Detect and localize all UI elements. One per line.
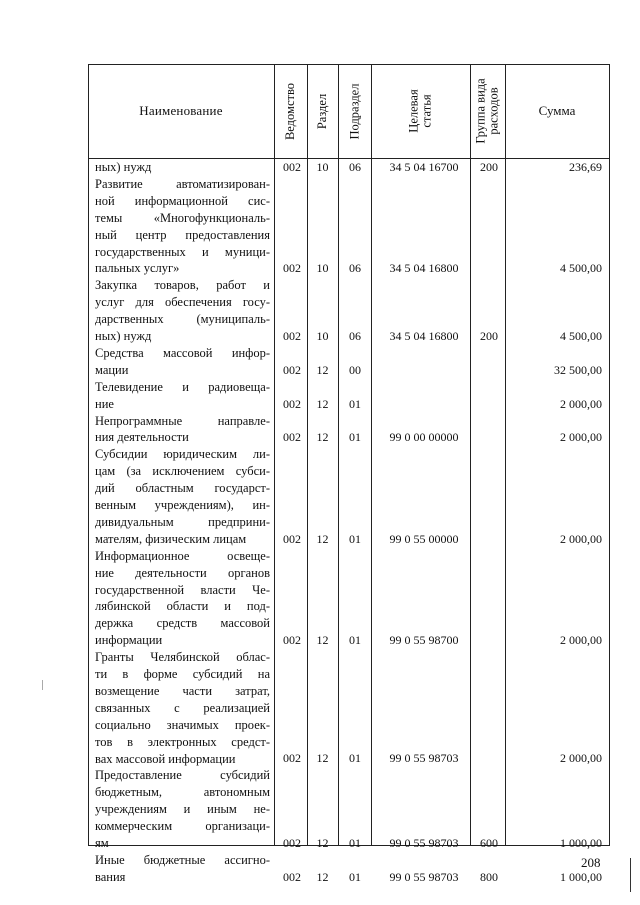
row-name-line: дивидуальным предприни- xyxy=(95,514,270,529)
row-name-line: ных) нужд xyxy=(95,329,152,344)
header-name: Наименование xyxy=(139,103,223,118)
row-podrazdel: 01 xyxy=(349,633,361,648)
row-name-line: ние xyxy=(95,396,114,411)
row-podrazdel: 01 xyxy=(349,869,361,884)
row-summa: 2 000,00 xyxy=(560,430,602,445)
header-podrazdel-cell xyxy=(338,64,371,158)
row-name xyxy=(95,767,270,852)
row-podrazdel: 01 xyxy=(349,430,361,445)
row-name xyxy=(95,649,270,767)
row-name-line: ных) нужд xyxy=(95,160,152,174)
row-vedomstvo: 002 xyxy=(283,430,301,445)
header-gruppa xyxy=(475,78,501,143)
row-name-line: ние деятельности органов xyxy=(95,565,270,580)
row-razdel: 12 xyxy=(316,751,329,766)
row-name xyxy=(95,379,270,413)
table-row xyxy=(88,767,610,852)
table-row xyxy=(88,277,610,345)
table-row xyxy=(88,159,610,176)
row-razdel: 10 xyxy=(316,261,329,276)
row-celevaya: 99 0 55 00000 xyxy=(389,531,459,546)
row-name-line: Иные бюджетные ассигно- xyxy=(95,852,270,867)
row-name-line: ти в форме субсидий на xyxy=(95,667,270,681)
row-podrazdel: 06 xyxy=(349,261,361,276)
header-name-cell xyxy=(88,64,274,158)
header-summa: Сумма xyxy=(538,103,576,118)
row-vedomstvo: 002 xyxy=(283,362,301,377)
header-razdel: Раздел xyxy=(315,93,330,129)
row-name-line: пальных услуг» xyxy=(95,261,180,276)
row-celevaya: 99 0 55 98700 xyxy=(389,633,459,648)
page-number: 208 xyxy=(581,855,601,870)
row-name-line: Субсидии юридическим ли- xyxy=(95,447,270,462)
header-vedomstvo: Ведомство xyxy=(283,82,297,140)
header-celevaya-cell xyxy=(371,64,470,158)
header-podrazdel: Подраздел xyxy=(347,83,361,139)
row-name-line: Телевидение и радиовеща- xyxy=(95,379,270,394)
row-podrazdel: 01 xyxy=(349,396,361,411)
row-celevaya: 99 0 00 00000 xyxy=(389,430,459,445)
row-podrazdel: 00 xyxy=(349,362,361,377)
row-celevaya: 34 5 04 16800 xyxy=(389,261,459,276)
table-row xyxy=(88,345,610,379)
row-podrazdel: 06 xyxy=(349,160,361,174)
table-row xyxy=(88,852,610,886)
row-name-line: тов в электронных средст- xyxy=(95,734,270,749)
row-vedomstvo: 002 xyxy=(283,531,301,546)
row-name-line: ный центр предоставления xyxy=(95,227,270,242)
row-celevaya: 34 5 04 16800 xyxy=(389,328,459,343)
row-summa: 1 000,00 xyxy=(560,869,602,884)
row-summa: 2 000,00 xyxy=(560,633,602,648)
row-podrazdel: 01 xyxy=(349,531,361,546)
row-name-line: учреждениям и иным не- xyxy=(95,802,270,817)
row-gruppa: 200 xyxy=(480,328,498,343)
row-razdel: 12 xyxy=(316,633,329,648)
row-name-line: Средства массовой инфор- xyxy=(95,345,270,360)
row-celevaya: 99 0 55 98703 xyxy=(389,869,459,884)
row-name xyxy=(95,413,270,447)
row-summa: 1 000,00 xyxy=(560,835,602,850)
row-name-line: ния деятельности xyxy=(95,430,189,445)
row-razdel: 12 xyxy=(316,869,329,884)
row-razdel: 12 xyxy=(316,362,329,377)
row-vedomstvo: 002 xyxy=(283,869,301,884)
row-razdel: 12 xyxy=(316,531,329,546)
scan-artifact xyxy=(42,680,43,690)
row-name-line: Закупка товаров, работ и xyxy=(95,278,270,293)
row-podrazdel: 01 xyxy=(349,751,361,766)
header-celevaya-line1: Целевая xyxy=(406,89,421,133)
row-name xyxy=(95,852,270,886)
row-name-line: дий областным государст- xyxy=(95,481,270,496)
row-name-line: темы «Многофункциональ- xyxy=(95,210,270,225)
row-celevaya: 99 0 55 98703 xyxy=(389,835,459,850)
row-name-line: мателям, физическим лицам xyxy=(95,531,247,546)
row-celevaya: 34 5 04 16700 xyxy=(389,160,459,174)
row-vedomstvo: 002 xyxy=(283,328,301,343)
row-name-line: Непрограммные направле- xyxy=(95,413,270,428)
row-vedomstvo: 002 xyxy=(283,835,301,850)
row-vedomstvo: 002 xyxy=(283,160,301,174)
row-celevaya: 99 0 55 98703 xyxy=(389,751,459,766)
header-summa-cell xyxy=(505,64,609,158)
row-name-line: возмещение части затрат, xyxy=(95,683,270,698)
row-razdel: 12 xyxy=(316,396,329,411)
row-razdel: 12 xyxy=(316,430,329,445)
row-podrazdel: 06 xyxy=(349,328,361,343)
row-vedomstvo: 002 xyxy=(283,751,301,766)
row-name xyxy=(95,176,270,277)
row-name-line: информации xyxy=(95,633,163,648)
table-row xyxy=(88,176,610,277)
row-name-line: вах массовой информации xyxy=(95,751,236,766)
page-edge-mark xyxy=(630,858,631,892)
row-razdel: 10 xyxy=(316,160,329,174)
row-name-line: услуг для обеспечения госу- xyxy=(95,295,270,310)
row-razdel: 10 xyxy=(316,328,329,343)
header-razdel-cell xyxy=(307,64,338,158)
row-name-line: Информационное освеще- xyxy=(95,548,270,563)
row-gruppa: 600 xyxy=(480,835,498,850)
table-row xyxy=(88,379,610,413)
row-name xyxy=(95,277,270,345)
row-name-line: венным учреждениям), ин- xyxy=(95,498,270,513)
row-summa: 32 500,00 xyxy=(554,362,602,377)
row-name-line: держка средств массовой xyxy=(95,616,270,631)
row-summa: 2 000,00 xyxy=(560,396,602,411)
row-name xyxy=(95,345,270,379)
row-name-line: мации xyxy=(95,362,129,377)
row-name-line: коммерческим организаци- xyxy=(95,819,270,834)
row-name-line: Развитие автоматизирован- xyxy=(95,176,270,191)
row-vedomstvo: 002 xyxy=(283,261,301,276)
row-vedomstvo: 002 xyxy=(283,633,301,648)
row-name-line: государственной власти Че- xyxy=(95,582,270,597)
header-gruppa-line2: расходов xyxy=(486,87,501,135)
header-celevaya-line2: статья xyxy=(419,94,434,128)
row-name xyxy=(95,548,270,649)
row-summa: 4 500,00 xyxy=(560,261,602,276)
row-name-line: государственных и муници- xyxy=(95,244,270,259)
header-celevaya xyxy=(408,89,434,132)
row-summa: 236,69 xyxy=(569,160,602,174)
row-name-line: цам (за исключением субси- xyxy=(95,464,270,479)
row-summa: 2 000,00 xyxy=(560,531,602,546)
row-podrazdel: 01 xyxy=(349,835,361,850)
row-vedomstvo: 002 xyxy=(283,396,301,411)
row-name-line: связанных с реализацией xyxy=(95,700,270,715)
row-razdel: 12 xyxy=(316,835,329,850)
row-name-line: ной информационной сис- xyxy=(95,193,270,208)
row-gruppa: 200 xyxy=(480,160,498,174)
row-name-line: ям xyxy=(95,836,109,851)
row-summa: 4 500,00 xyxy=(560,328,602,343)
row-name-line: вания xyxy=(95,869,126,884)
table-row xyxy=(88,446,610,547)
row-name-line: дарственных (муниципаль- xyxy=(95,312,270,327)
table-row xyxy=(88,548,610,649)
row-name-line: Гранты Челябинской облас- xyxy=(95,650,270,665)
row-gruppa: 800 xyxy=(480,869,498,884)
row-name xyxy=(95,159,270,176)
row-name-line: социально значимых проек- xyxy=(95,717,270,732)
row-name-line: лябинской области и под- xyxy=(95,599,270,614)
header-vedomstvo-cell xyxy=(274,64,307,158)
row-summa: 2 000,00 xyxy=(560,751,602,766)
table-row xyxy=(88,649,610,767)
header-gruppa-line1: Группа вида xyxy=(473,78,488,144)
row-name-line: бюджетным, автономным xyxy=(95,785,270,800)
header-gruppa-cell xyxy=(470,64,505,158)
row-name-line: Предоставление субсидий xyxy=(95,768,270,783)
table-row xyxy=(88,413,610,447)
row-name xyxy=(95,446,270,547)
